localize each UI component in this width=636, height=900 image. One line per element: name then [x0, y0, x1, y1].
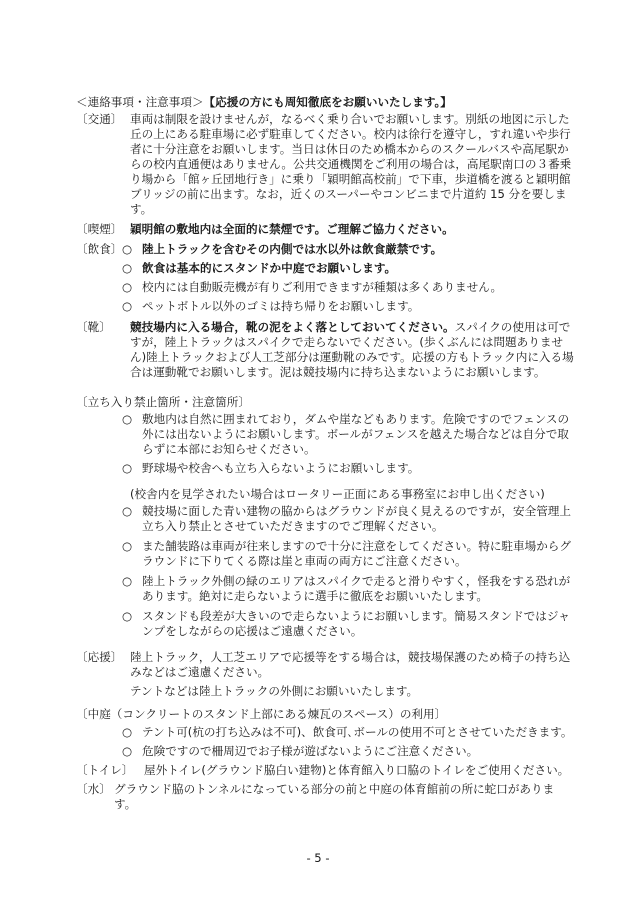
shoes-text [130, 320, 576, 380]
section-cheering [76, 650, 576, 699]
heading-prefix: ＜連絡事項・注意事項＞ [76, 95, 204, 109]
label-food: 〔飲食〕 [76, 242, 123, 256]
cheering-text-2: テントなどは陸上トラックの外側にお願いいたします。 [130, 684, 419, 698]
traffic-text: 車両は制限を設けませんが，なるべく乗り合いでお願いします。別紙の地図に示した丘の上にある駐車場に必ず駐車してください。校内は徐行を遵守し，すれ違いや歩行者に十分注意をお願いします。当日は休日のため橋本からのスクールバスや高尾駅からの校内直通便はありません。公共交通機関をご利用の場合は，高尾駅南口の３番乗り場から「館ヶ丘団地行き」に乗り「穎明館高校前」で下車，歩道橋を渡ると穎明館ブリッジの前に出ます。なお，近くのスーパーやコンビニまで片道約 15 分を要します。 [130, 112, 572, 216]
restricted-note: (校舎内を見学されたい場合はロータリー正面にある事務室にお申し出ください) [130, 487, 545, 501]
restricted-item: ○ スタンドも段差が大きいので走らないようにお願いします。簡易スタンドではジャンプをしながらの応援はご遠慮ください。 [122, 609, 570, 638]
restricted-item: ○ 競技場に面した青い建物の脇からはグラウンドが良く見えるのですが，安全管理上立ち入り禁止とさせていただきますのでご理解ください。 [122, 504, 571, 533]
courtyard-list [122, 725, 576, 759]
smoking-text: 穎明館の敷地内は全面的に禁煙です。ご理解ご協力ください。 [130, 222, 454, 236]
restricted-item: ○ 野球場や校舎へも立ち入らないようにお願いします。 [122, 461, 420, 475]
label-toilet: 〔トイレ〕 [76, 763, 134, 777]
water-text: グラウンド脇のトンネルになっている部分の前と中庭の体育館前の所に蛇口があります。 [114, 782, 555, 811]
notice-heading [76, 95, 452, 110]
label-water: 〔水〕 [76, 782, 111, 796]
restricted-item: ○ また舗装路は車両が往来しますので十分に注意をしてください。特に駐車場からグラウンドに下りてくる際は崖と車両の両方にご注意ください。 [122, 539, 571, 568]
label-restricted: 〔立ち入り禁止箇所・注意箇所〕 [76, 395, 250, 409]
label-cheering: 〔応援〕 [76, 650, 123, 664]
label-smoking: 〔喫煙〕 [76, 222, 123, 236]
shoes-rest-text: スパイクの使用は可ですが，陸上トラックはスパイクで走らないでください。(歩くぶんには問題ありません)陸上トラックおよび人工芝部分は運動靴のみです。応援の方もトラック内に入る場合は運動靴でお願いします。泥は競技場内に持ち込まないようにお願いします。 [130, 320, 574, 379]
heading-emphasis: 【応援の方にも周知徹底をお願いいたします。】 [203, 95, 452, 109]
food-item: ○ 飲食は基本的にスタンドか中庭でお願いします。 [122, 261, 397, 275]
page-number: - 5 - [306, 851, 330, 865]
restricted-list-2 [122, 504, 576, 639]
cheering-text: 陸上トラック，人工芝エリアで応援等をする場合は，競技場保護のため椅子の持ち込みなどはご遠慮ください。 [130, 650, 571, 679]
label-traffic: 〔交通〕 [76, 112, 123, 126]
section-smoking [76, 222, 576, 237]
section-traffic [76, 112, 576, 217]
food-item: ○ ペットボトル以外のゴミは持ち帰りをお願いします。 [122, 299, 420, 313]
section-shoes [76, 320, 576, 380]
restricted-item: ○ 敷地内は自然に囲まれており，ダムや崖などもあります。危険ですのでフェンスの外には出ないようにお願いします。ボールがフェンスを越えた場合などは自分で取らずに本部にお知らせください。 [122, 412, 570, 456]
label-courtyard: 〔中庭（コンクリートのスタンド上部にある煉瓦のスペース）の利用〕 [76, 707, 447, 721]
restricted-list [122, 412, 576, 476]
section-water [76, 782, 576, 812]
food-list [122, 242, 576, 314]
food-item: ○ 陸上トラックを含むその内側では水以外は飲食厳禁です。 [122, 242, 443, 256]
restricted-item: ○ 陸上トラック外側の緑のエリアはスパイクで走ると滑りやすく，怪我をする恐れがあります。絶対に走らないように選手に徹底をお願いいたします。 [122, 574, 571, 603]
courtyard-item: ○ 危険ですので柵周辺でお子様が遊ばないようにご注意ください。 [122, 744, 479, 758]
section-food [76, 242, 576, 314]
shoes-bold-text: 競技場内に入る場合，靴の泥をよく落としておいてください。 [130, 320, 455, 334]
food-item: ○ 校内には自動販売機が有りご利用できますが種類は多くありません。 [122, 280, 503, 294]
section-toilet [76, 763, 576, 778]
toilet-text: 屋外トイレ(グラウンド脇白い建物)と体育館入り口脇のトイレをご使用ください。 [144, 763, 570, 777]
courtyard-item: ○ テント可(杭の打ち込みは不可)、飲食可､ボールの使用不可とさせていただきます。 [122, 725, 573, 739]
label-shoes: 〔靴〕 [76, 320, 111, 334]
